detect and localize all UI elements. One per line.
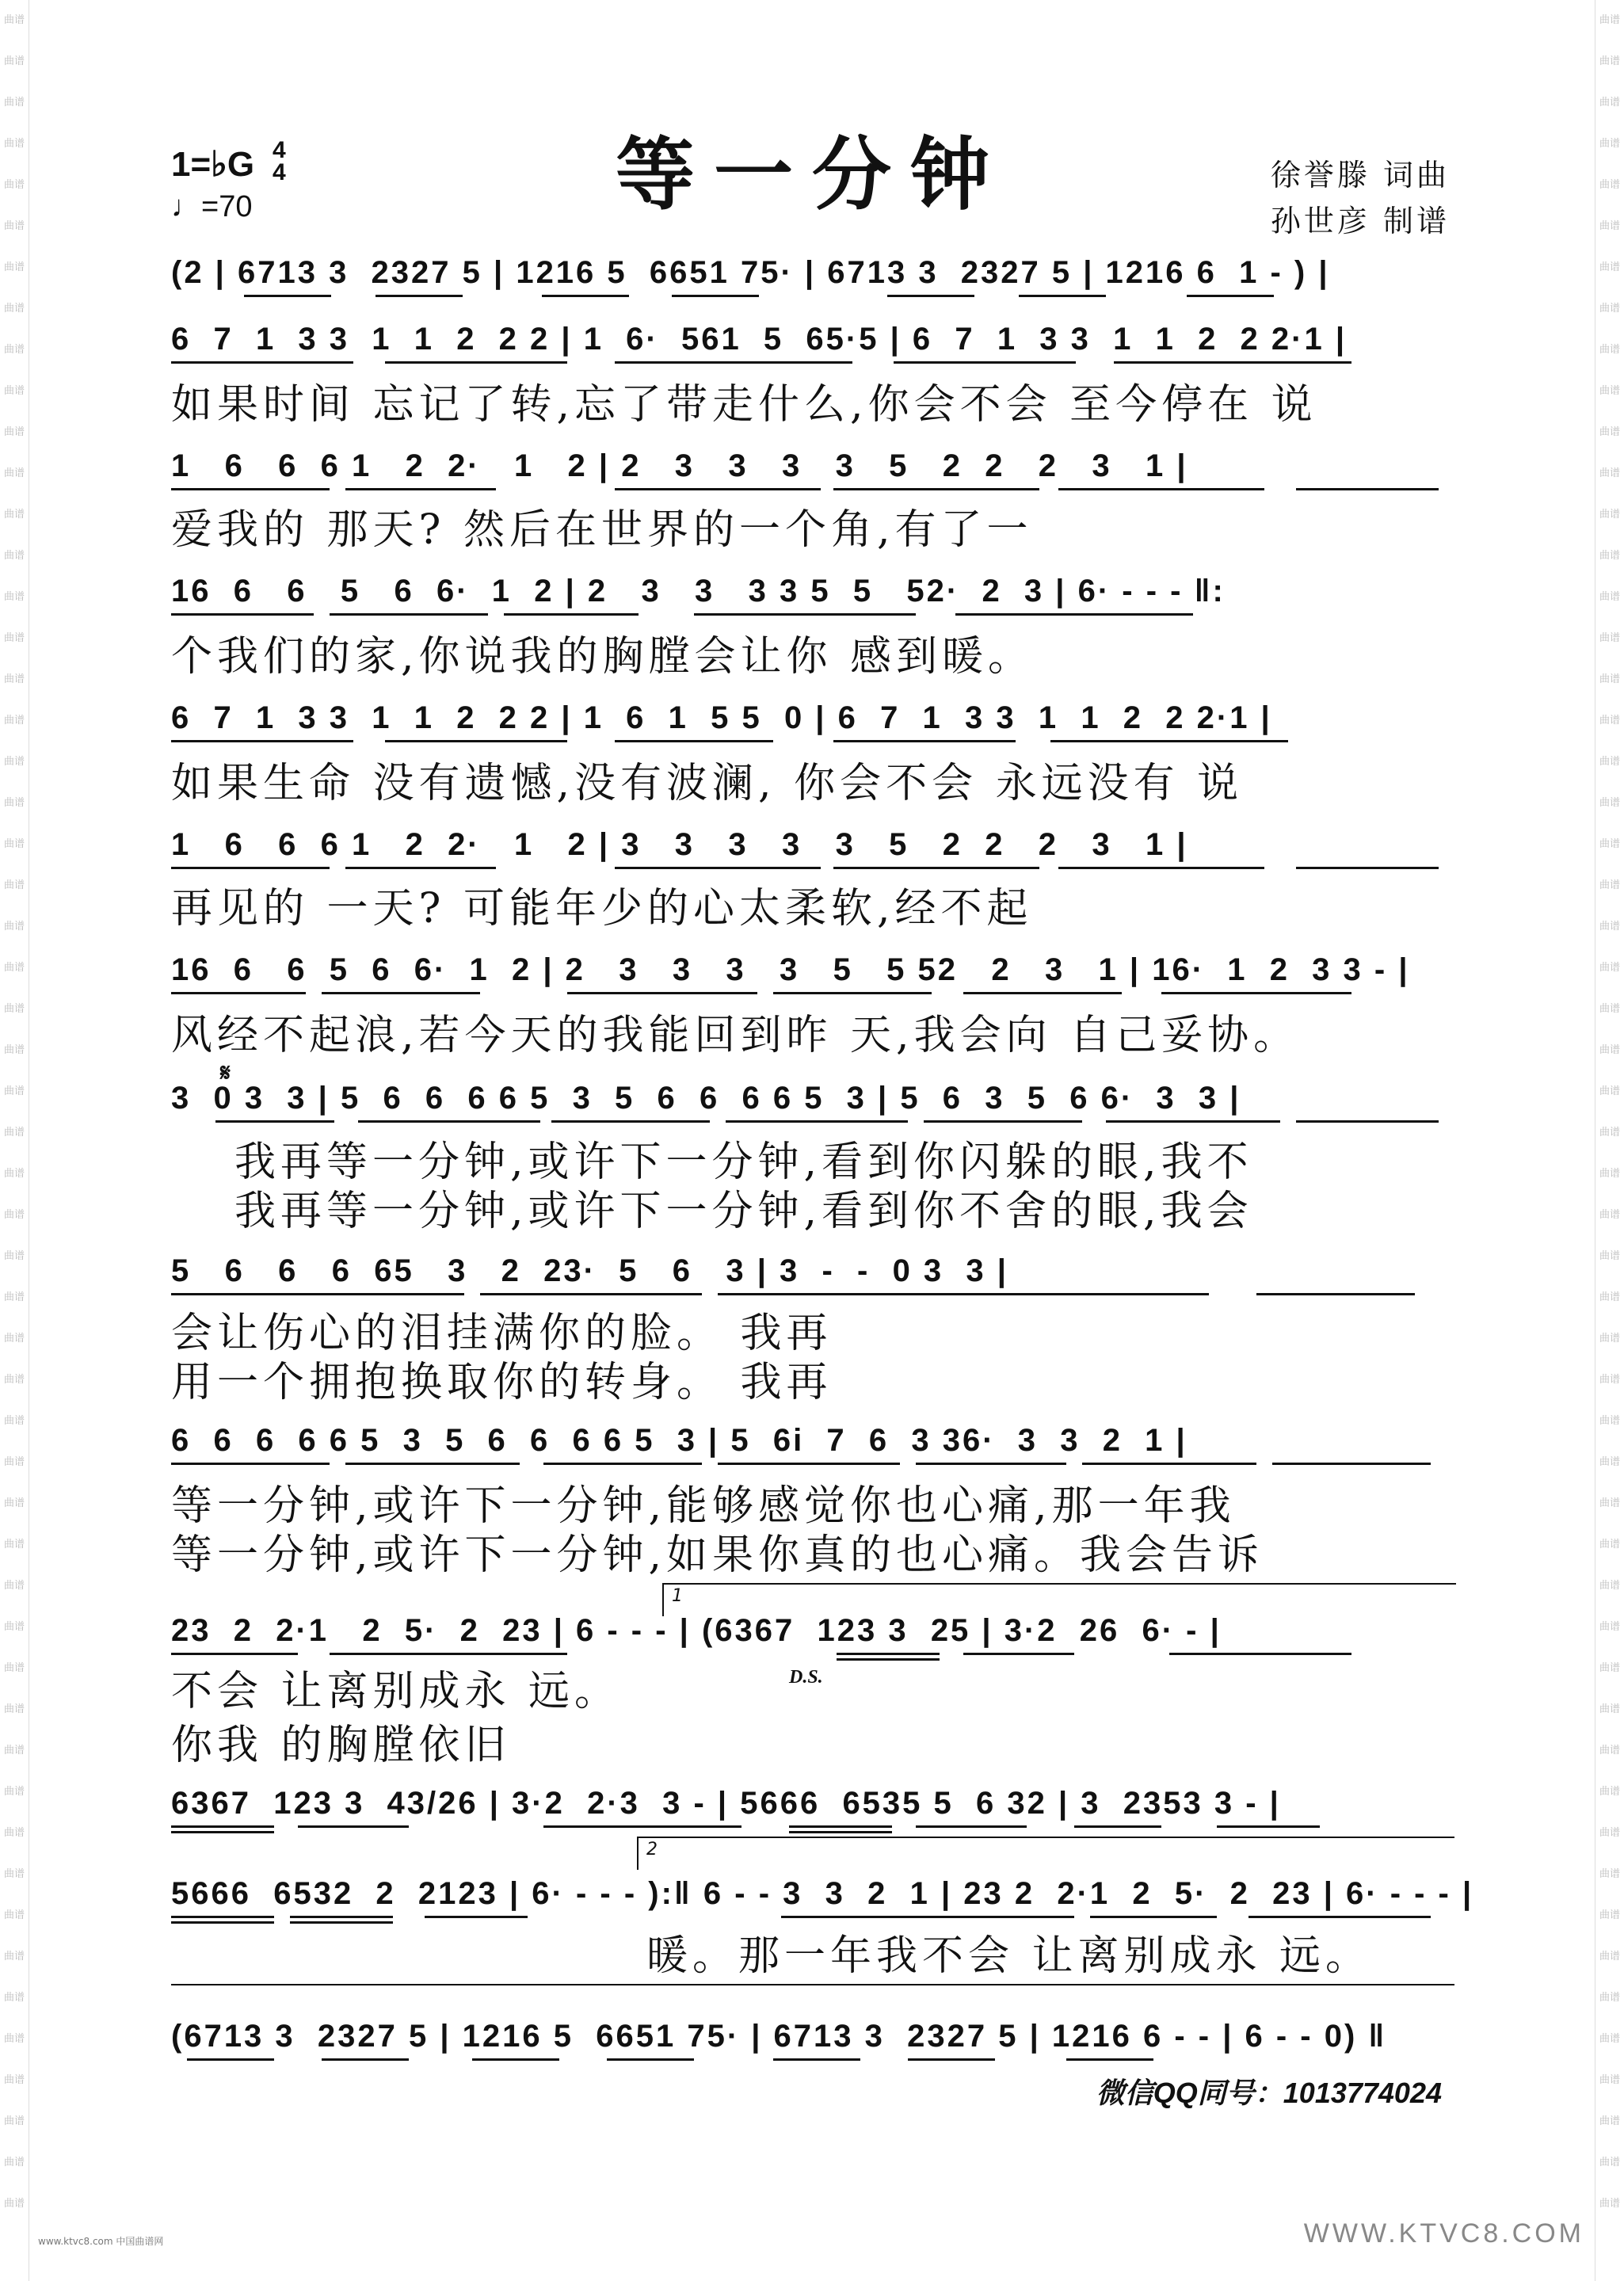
beam xyxy=(171,1653,298,1655)
beam xyxy=(171,867,330,869)
side-watermark-text: 曲谱 xyxy=(1599,385,1620,397)
side-watermark-text: 曲谱 xyxy=(3,1539,25,1551)
side-watermark-text: 曲谱 xyxy=(1599,2115,1620,2127)
side-watermark-text: 曲谱 xyxy=(3,97,25,109)
side-watermark-text: 曲谱 xyxy=(1599,1621,1620,1633)
side-watermark-text: 曲谱 xyxy=(1599,261,1620,273)
side-watermark-text: 曲谱 xyxy=(3,2074,25,2086)
beam xyxy=(833,740,1016,742)
lyric-line: 风经不起浪,若今天的我能回到昨 天,我会向 自己妥协。 xyxy=(171,1012,1300,1059)
notation-line: 5666 6532 2 2123 | 6· - - - ):‖ 6 - - 3 3 2 1 | 23 2 2·1 2 5· 2 23 | 6· - - - | xyxy=(171,1876,1474,1911)
beam xyxy=(1272,1463,1431,1465)
side-watermark-text: 曲谱 xyxy=(1599,673,1620,685)
side-watermark-text: 曲谱 xyxy=(3,1374,25,1386)
beam xyxy=(171,1293,464,1295)
beam xyxy=(615,867,821,869)
da-segno-marking: D.S. xyxy=(789,1667,823,1688)
side-watermark-text: 曲谱 xyxy=(3,962,25,974)
beam xyxy=(1161,992,1351,994)
beam xyxy=(472,2058,559,2061)
side-watermark-text: 曲谱 xyxy=(1599,14,1620,26)
second-ending-bracket xyxy=(637,1837,1454,1870)
side-watermark-text: 曲谱 xyxy=(1599,138,1620,150)
side-watermark-text: 曲谱 xyxy=(3,756,25,768)
beam xyxy=(833,488,1039,490)
side-watermark-text: 曲谱 xyxy=(1599,838,1620,850)
beam xyxy=(789,1825,892,1828)
side-watermark-text: 曲谱 xyxy=(1599,715,1620,727)
side-watermark-text: 曲谱 xyxy=(3,921,25,933)
right-watermark-strip xyxy=(1595,0,1624,2281)
side-watermark-text: 曲谱 xyxy=(3,1044,25,1056)
lyric-line: 不会 让离别成永 远。 xyxy=(171,1668,621,1715)
beam xyxy=(615,488,821,490)
side-watermark-text: 曲谱 xyxy=(1599,179,1620,191)
lyric-line: 如果生命 没有遗憾,没有波澜, 你会不会 永远没有 说 xyxy=(171,760,1244,807)
side-watermark-text: 曲谱 xyxy=(1599,1786,1620,1798)
beam xyxy=(376,295,463,297)
beam xyxy=(322,992,480,994)
side-watermark-text: 曲谱 xyxy=(1599,1127,1620,1139)
beam xyxy=(1114,361,1351,364)
beam xyxy=(244,295,331,297)
side-watermark-text: 曲谱 xyxy=(1599,467,1620,479)
notation-line: 6367 123 3 43/26 | 3·2 2·3 3 - | 5666 6535 5 6 32 | 3 2353 3 - | xyxy=(171,1786,1281,1821)
beam xyxy=(781,1916,1074,1918)
side-watermark-text: 曲谱 xyxy=(3,2157,25,2168)
first-ending-number: 1 xyxy=(672,1586,683,1606)
beam xyxy=(615,361,852,364)
notation-line: 6 7 1 3 3 1 1 2 2 2 | 1 6· 561 5 65·5 | 6 7 1 3 3 1 1 2 2 2·1 | xyxy=(171,322,1348,357)
beam xyxy=(1256,1293,1415,1295)
site-footer-left: www.ktvc8.com 中国曲谱网 xyxy=(38,2236,164,2247)
notation-line: 6 6 6 6 6 5 3 5 6 6 6 6 5 3 | 5 6i 7 6 3 36· 3 3 2 1 | xyxy=(171,1423,1188,1458)
side-watermark-text: 曲谱 xyxy=(3,1168,25,1180)
side-watermark-text: 曲谱 xyxy=(3,1333,25,1345)
beam xyxy=(171,488,330,490)
side-watermark-text: 曲谱 xyxy=(1599,2074,1620,2086)
side-watermark-text: 曲谱 xyxy=(1599,1209,1620,1221)
beam xyxy=(1082,1463,1256,1465)
side-watermark-text: 曲谱 xyxy=(3,1868,25,1880)
side-watermark-text: 曲谱 xyxy=(3,426,25,438)
side-watermark-text: 曲谱 xyxy=(3,1291,25,1303)
beam xyxy=(1050,740,1288,742)
side-watermark-text: 曲谱 xyxy=(1599,1291,1620,1303)
time-signature-top: 4 xyxy=(273,137,286,163)
side-watermark-text: 曲谱 xyxy=(3,1209,25,1221)
side-watermark-text: 曲谱 xyxy=(1599,1909,1620,1921)
side-watermark-text: 曲谱 xyxy=(1599,632,1620,644)
lyric-line-2: 你我 的胸膛依旧 xyxy=(171,1722,511,1769)
beam xyxy=(385,740,567,742)
side-watermark-text: 曲谱 xyxy=(3,1786,25,1798)
side-watermark-text: 曲谱 xyxy=(3,1415,25,1427)
contact-watermark: 微信QQ同号：1013774024 xyxy=(1096,2077,1442,2109)
lyric-line: 暖。那一年我不会 让离别成永 远。 xyxy=(646,1932,1372,1980)
lyricist-credit: 徐誉滕 词曲 xyxy=(1270,158,1450,193)
side-watermark-text: 曲谱 xyxy=(1599,2198,1620,2210)
beam xyxy=(924,1120,1082,1123)
side-watermark-text: 曲谱 xyxy=(1599,1827,1620,1839)
side-watermark-text: 曲谱 xyxy=(1599,550,1620,562)
side-watermark-text: 曲谱 xyxy=(3,1497,25,1509)
beam xyxy=(773,2058,860,2061)
beam xyxy=(567,992,757,994)
side-watermark-text: 曲谱 xyxy=(3,344,25,356)
notation-line: 1 6 6 6 1 2 2· 1 2 | 2 3 3 3 3 5 2 2 2 3 1 | xyxy=(171,448,1188,483)
side-watermark-text: 曲谱 xyxy=(3,220,25,232)
beam xyxy=(215,1120,334,1123)
beam xyxy=(385,361,567,364)
notation-line: 16 6 6 5 6 6· 1 2 | 2 3 3 3 3 5 5 52· 2 3 | 6· - - - ‖: xyxy=(171,574,1226,608)
side-watermark-text: 曲谱 xyxy=(1599,426,1620,438)
beam xyxy=(298,1825,409,1828)
side-watermark-text: 曲谱 xyxy=(1599,55,1620,67)
side-watermark-text: 曲谱 xyxy=(3,1580,25,1592)
notation-line: 1 6 6 6 1 2 2· 1 2 | 3 3 3 3 3 5 2 2 2 3 1 | xyxy=(171,827,1188,862)
side-watermark-text: 曲谱 xyxy=(3,1827,25,1839)
side-watermark-text: 曲谱 xyxy=(1599,1415,1620,1427)
beam xyxy=(171,740,353,742)
beam xyxy=(543,1463,702,1465)
beam xyxy=(1248,1916,1431,1918)
beam xyxy=(1058,488,1264,490)
lyric-line: 再见的 一天? 可能年少的心太柔软,经不起 xyxy=(171,885,1033,933)
side-watermark-text: 曲谱 xyxy=(3,1456,25,1468)
side-watermark-text: 曲谱 xyxy=(3,1127,25,1139)
section-divider xyxy=(171,1984,1454,1985)
beam xyxy=(504,613,639,616)
beam xyxy=(425,1916,528,1918)
notation-line: 23 2 2·1 2 5· 2 23 | 6 - - - | (6367 123 3 25 | 3·2 26 6· - | xyxy=(171,1613,1222,1648)
lyric-line: 个我们的家,你说我的胸膛会让你 感到暖。 xyxy=(171,633,1035,681)
side-watermark-text: 曲谱 xyxy=(1599,1703,1620,1715)
beam xyxy=(171,1825,274,1828)
lyric-line: 爱我的 那天? 然后在世界的一个角,有了一 xyxy=(171,506,1033,554)
beam xyxy=(607,2058,694,2061)
notation-line: (6713 3 2327 5 | 1216 5 6651 75· | 6713 3 2327 5 | 1216 6 - - | 6 - - 0) ‖ xyxy=(171,2019,1387,2054)
side-watermark-text: 曲谱 xyxy=(3,55,25,67)
beam xyxy=(543,1825,741,1828)
side-watermark-text: 曲谱 xyxy=(3,797,25,809)
side-watermark-text: 曲谱 xyxy=(1599,756,1620,768)
beam xyxy=(330,613,488,616)
tempo-marking: ♩=70 xyxy=(171,190,253,223)
beam xyxy=(1296,1120,1439,1123)
song-title: 等一分钟 xyxy=(616,128,1008,221)
side-watermark-text: 曲谱 xyxy=(3,1250,25,1262)
side-watermark-text: 曲谱 xyxy=(3,179,25,191)
side-watermark-text: 曲谱 xyxy=(3,1703,25,1715)
side-watermark-text: 曲谱 xyxy=(1599,591,1620,603)
side-watermark-text: 曲谱 xyxy=(3,2115,25,2127)
beam xyxy=(171,361,353,364)
left-watermark-strip xyxy=(0,0,29,2281)
side-watermark-text: 曲谱 xyxy=(1599,1497,1620,1509)
side-watermark-text: 曲谱 xyxy=(1599,1085,1620,1097)
beam xyxy=(1296,488,1439,490)
beam xyxy=(1106,1120,1280,1123)
side-watermark-text: 曲谱 xyxy=(1599,220,1620,232)
side-watermark-text: 曲谱 xyxy=(1599,1374,1620,1386)
side-watermark-text: 曲谱 xyxy=(3,1003,25,1015)
beam xyxy=(171,1916,274,1918)
beam xyxy=(171,613,314,616)
notation-line: 6 7 1 3 3 1 1 2 2 2 | 1 6 1 5 5 0 | 6 7 1 3 3 1 1 2 2 2·1 | xyxy=(171,700,1272,735)
beam xyxy=(789,1831,892,1833)
side-watermark-text: 曲谱 xyxy=(1599,1250,1620,1262)
beam xyxy=(718,1463,900,1465)
notation-line: 3 0 3 3 | 5 6 6 6 6 5 3 5 6 6 6 6 5 3 | 5 6 3 5 6 6· 3 3 | xyxy=(171,1081,1241,1116)
side-watermark-text: 曲谱 xyxy=(1599,303,1620,315)
side-watermark-text: 曲谱 xyxy=(3,385,25,397)
first-ending-bracket xyxy=(662,1583,1456,1616)
side-watermark-text: 曲谱 xyxy=(1599,97,1620,109)
beam xyxy=(290,1916,393,1918)
side-watermark-text: 曲谱 xyxy=(3,838,25,850)
beam xyxy=(894,361,1076,364)
side-watermark-text: 曲谱 xyxy=(3,261,25,273)
beam xyxy=(1217,1825,1320,1828)
side-watermark-text: 曲谱 xyxy=(1599,1003,1620,1015)
beam xyxy=(345,488,496,490)
side-watermark-text: 曲谱 xyxy=(1599,1951,1620,1962)
arranger-credit: 孙世彦 制谱 xyxy=(1270,204,1450,238)
beam xyxy=(908,2058,995,2061)
beam xyxy=(480,1293,702,1295)
beam xyxy=(358,1120,540,1123)
side-watermark-text: 曲谱 xyxy=(3,2198,25,2210)
beam xyxy=(187,2058,274,2061)
site-footer-logo: WWW.KTVC8.COM xyxy=(1303,2218,1584,2249)
side-watermark-text: 曲谱 xyxy=(1599,1992,1620,2004)
side-watermark-text: 曲谱 xyxy=(3,632,25,644)
beam xyxy=(1074,1825,1161,1828)
side-watermark-text: 曲谱 xyxy=(1599,1539,1620,1551)
side-watermark-text: 曲谱 xyxy=(3,673,25,685)
time-signature xyxy=(273,139,286,184)
lyric-line-2: 我再等一分钟,或许下一分钟,看到你不舍的眼,我会 xyxy=(234,1188,1253,1235)
notation-line: (2 | 6713 3 2327 5 | 1216 5 6651 75· | 6713 3 2327 5 | 1216 6 1 - ) | xyxy=(171,255,1330,290)
side-watermark-text: 曲谱 xyxy=(1599,2033,1620,2045)
side-watermark-text: 曲谱 xyxy=(3,1662,25,1674)
side-watermark-text: 曲谱 xyxy=(3,303,25,315)
lyric-line: 会让伤心的泪挂满你的脸。 我再 xyxy=(171,1310,833,1357)
side-watermark-text: 曲谱 xyxy=(1599,1580,1620,1592)
beam xyxy=(916,1463,1066,1465)
beam xyxy=(773,992,932,994)
side-watermark-text: 曲谱 xyxy=(3,509,25,521)
beam xyxy=(171,1831,274,1833)
notation-line: 16 6 6 5 6 6· 1 2 | 2 3 3 3 3 5 5 52 2 3 1 | 16· 1 2 3 3 - | xyxy=(171,952,1410,987)
side-watermark-text: 曲谱 xyxy=(1599,1745,1620,1757)
beam xyxy=(1187,295,1274,297)
second-ending-number: 2 xyxy=(646,1840,658,1860)
beam xyxy=(330,1653,567,1655)
beam xyxy=(963,1653,1074,1655)
beam xyxy=(837,1653,940,1655)
beam xyxy=(955,613,1193,616)
beam xyxy=(963,992,1122,994)
beam xyxy=(615,740,773,742)
side-watermark-text: 曲谱 xyxy=(3,138,25,150)
beam xyxy=(1019,295,1106,297)
side-watermark-text: 曲谱 xyxy=(1599,797,1620,809)
lyric-line: 我再等一分钟,或许下一分钟,看到你闪躲的眼,我不 xyxy=(234,1139,1253,1186)
time-signature-bottom: 4 xyxy=(273,159,286,185)
side-watermark-text: 曲谱 xyxy=(3,550,25,562)
side-watermark-text: 曲谱 xyxy=(3,879,25,891)
side-watermark-text: 曲谱 xyxy=(1599,921,1620,933)
side-watermark-text: 曲谱 xyxy=(1599,2157,1620,2168)
beam xyxy=(916,1825,1027,1828)
side-watermark-text: 曲谱 xyxy=(3,715,25,727)
side-watermark-text: 曲谱 xyxy=(1599,962,1620,974)
beam xyxy=(542,295,629,297)
beam xyxy=(887,295,974,297)
side-watermark-text: 曲谱 xyxy=(1599,344,1620,356)
side-watermark-text: 曲谱 xyxy=(3,1951,25,1962)
side-watermark-text: 曲谱 xyxy=(3,1085,25,1097)
beam xyxy=(672,295,759,297)
key-signature: 1=♭G xyxy=(171,145,255,184)
beam xyxy=(726,1120,908,1123)
beam xyxy=(718,1293,1209,1295)
side-watermark-text: 曲谱 xyxy=(1599,1868,1620,1880)
side-watermark-text: 曲谱 xyxy=(3,591,25,603)
lyric-line: 如果时间 忘记了转,忘了带走什么,你会不会 至今停在 说 xyxy=(171,381,1317,429)
side-watermark-text: 曲谱 xyxy=(1599,509,1620,521)
beam xyxy=(171,1463,330,1465)
beam xyxy=(1066,2058,1153,2061)
side-watermark-text: 曲谱 xyxy=(1599,1662,1620,1674)
beam xyxy=(1058,867,1264,869)
side-watermark-text: 曲谱 xyxy=(1599,1456,1620,1468)
beam xyxy=(345,867,496,869)
side-watermark-text: 曲谱 xyxy=(3,1621,25,1633)
side-watermark-text: 曲谱 xyxy=(1599,879,1620,891)
side-watermark-text: 曲谱 xyxy=(3,1909,25,1921)
beam xyxy=(551,1120,710,1123)
side-watermark-text: 曲谱 xyxy=(1599,1333,1620,1345)
side-watermark-text: 曲谱 xyxy=(3,1992,25,2004)
lyric-line-2: 用一个拥抱换取你的转身。 我再 xyxy=(171,1359,833,1406)
beam xyxy=(1169,1653,1351,1655)
side-watermark-text: 曲谱 xyxy=(1599,1044,1620,1056)
beam xyxy=(345,1463,520,1465)
beam xyxy=(1296,867,1439,869)
side-watermark-text: 曲谱 xyxy=(3,14,25,26)
notation-line: 5 6 6 6 65 3 2 23· 5 6 3 | 3 - - 0 3 3 | xyxy=(171,1253,1008,1288)
side-watermark-text: 曲谱 xyxy=(3,2033,25,2045)
beam xyxy=(322,2058,409,2061)
side-watermark-text: 曲谱 xyxy=(3,1745,25,1757)
side-watermark-text: 曲谱 xyxy=(3,467,25,479)
lyric-line: 等一分钟,或许下一分钟,能够感觉你也心痛,那一年我 xyxy=(171,1482,1236,1530)
lyric-line-2: 等一分钟,或许下一分钟,如果你真的也心痛。我会告诉 xyxy=(171,1531,1264,1579)
side-watermark-text: 曲谱 xyxy=(1599,1168,1620,1180)
segno-sign: 𝄋 xyxy=(220,1060,231,1086)
beam xyxy=(171,992,306,994)
beam xyxy=(694,613,916,616)
beam xyxy=(833,867,1039,869)
beam xyxy=(1090,1916,1217,1918)
